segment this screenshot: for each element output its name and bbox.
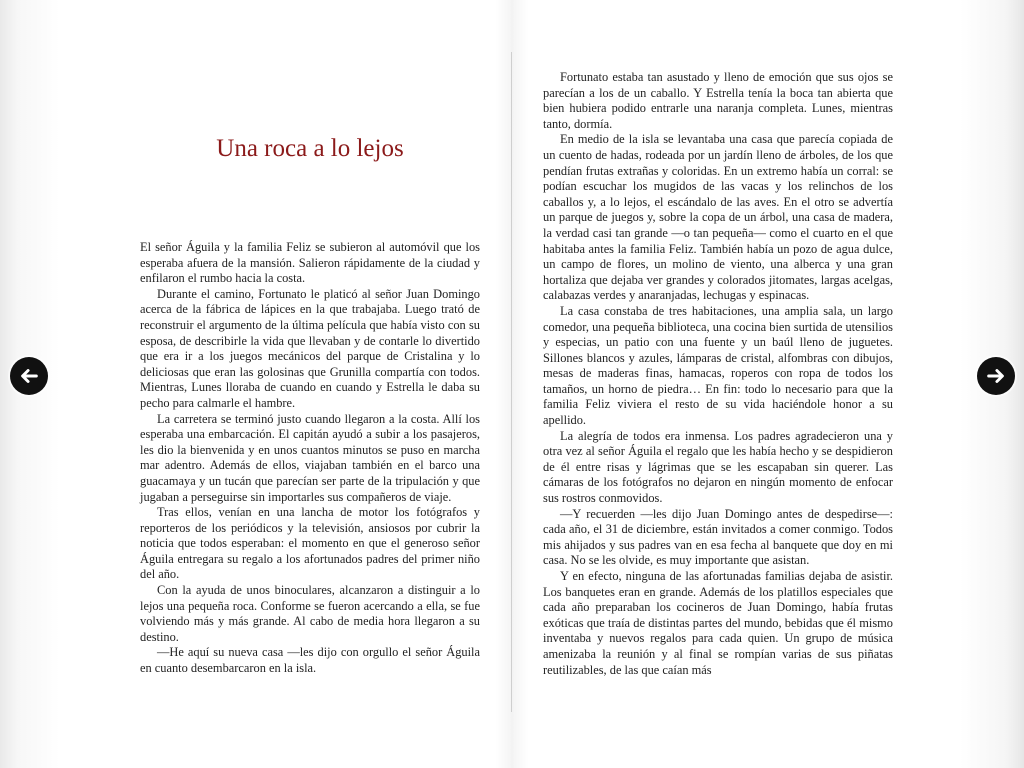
right-page [543,70,893,678]
paragraph: Durante el camino, Fortunato le platicó al señor Juan Domingo acerca de la fábrica de lápices en la que trabajaba. Luego trató de reconstruir el argumento de la última película que había visto con su esposa, de describirle la vida que llevaban y de contarle lo divertido que era ir a los juegos mecánicos del parque de Cristalina y lo deliciosas que eran las golosinas que Grunilla compartía con todos. Mientras, Lunes lloraba de cuando en cuando y Estrella le daba su pecho para calmarle el hambre. [140,286,480,410]
paragraph: El señor Águila y la familia Feliz se subieron al automóvil que los esperaba afuera de la mansión. Salieron rápidamente de la ciudad y enfilaron el rumbo hacia la costa. [140,240,480,286]
chapter-title: Una roca a lo lejos [216,135,404,162]
left-page [140,240,480,677]
paragraph: Con la ayuda de unos binoculares, alcanzaron a distinguir a lo lejos una pequeña roca. Conforme se fueron acercando a ella, se fue volviendo más y más grande. Al cabo de media hora llegaron a su destino. [140,583,480,644]
arrow-right-icon [985,365,1007,387]
paragraph: La casa constaba de tres habitaciones, una amplia sala, un largo comedor, una pequeña biblioteca, una cocina bien surtida de utensilios y especias, un patio con una fuente y un baúl lleno de juguetes. Sillones blancos y azules, lámparas de cristal, alfombras con dibujos, mesas de maderas finas, hamacas, roperos con ropa de todos los tamaños, un horno de piedra… En fin: todo lo necesario para que la familia Feliz viviera el resto de su vida haciéndole honor a su apellido. [543,303,893,428]
book-gutter [511,52,512,712]
paragraph: La alegría de todos era inmensa. Los padres agradecieron una y otra vez al señor Águila el regalo que les había hecho y se despidieron de él entre risas y lágrimas que se les escapaban sin querer. Las cámaras de los fotógrafos no dejaron en ningún momento de enfocar sus rostros conmovidos. [543,428,893,506]
arrow-left-icon [18,365,40,387]
previous-page-button[interactable] [10,357,48,395]
paragraph: Tras ellos, venían en una lancha de motor los fotógrafos y reporteros de los periódicos y la televisión, ansiosos por cubrir la noticia que todos esperaban: el momento en que el generoso señor Águila entregara su regalo a los afortunados padres del primer niño del año. [140,505,480,582]
paragraph: Fortunato estaba tan asustado y lleno de emoción que sus ojos se parecían a los de un caballo. Y Estrella tenía la boca tan abierta que bien hubiera podido entrarle una naranja completa. Lunes, mientras tanto, dormía. [543,70,893,131]
paragraph: En medio de la isla se levantaba una casa que parecía copiada de un cuento de hadas, rodeada por un jardín lleno de árboles, de los que pendían frutas extrañas y coloridas. En un extremo había un corral: se podían escuchar los mugidos de las vacas y los relinchos de los caballos y, a lo lejos, el escándalo de las aves. En el otro se advertía un parque de juegos y, sobre la copa de un árbol, una casa de madera, la verdad casi tan grande —o tan pequeña— como el cuarto en el que habitaba antes la familia Feliz. También había un pozo de agua dulce, un campo de flores, un molino de viento, una alberca y una gran hortaliza que dejaba ver grandes y colorados jitomates, largas acelgas, calabazas verdes y anaranjadas, lechugas y espinacas. [543,132,893,303]
paragraph: Y en efecto, ninguna de las afortunadas familias dejaba de asistir. Los banquetes eran en grande. Además de los platillos especiales que cada año preparaban los cocineros de Juan Domingo, había frutas exóticas que traía de distintas partes del mundo, bebidas que él mismo inventaba y nuevos regalos para cada quien. Un grupo de música amenizaba la reunión y al final se rompían varias de sus piñatas reutilizables, de las que caían más [543,569,893,677]
paragraph: —He aquí su nueva casa —les dijo con orgullo el señor Águila en cuanto desembarcaron en la isla. [140,645,480,676]
paragraph: La carretera se terminó justo cuando llegaron a la costa. Allí los esperaba una embarcación. El capitán ayudó a subir a los pasajeros, les dio la bienvenida y en unos cuantos minutos se puso en marcha mar adentro. Además de ellos, viajaban también en el barco una guacamaya y un tucán que parecían ser parte de la tripulación y que jugaban a perseguirse sin importarles sus compañeros de viaje. [140,411,480,504]
paragraph: —Y recuerden —les dijo Juan Domingo antes de despedirse—: cada año, el 31 de diciembre, están invitados a comer conmigo. Todos mis ahijados y sus padres van en esa fecha al banquete que doy en mi casa. No se les olvide, es muy importante que asistan. [543,506,893,568]
next-page-button[interactable] [977,357,1015,395]
gutter-shadow [495,0,529,768]
